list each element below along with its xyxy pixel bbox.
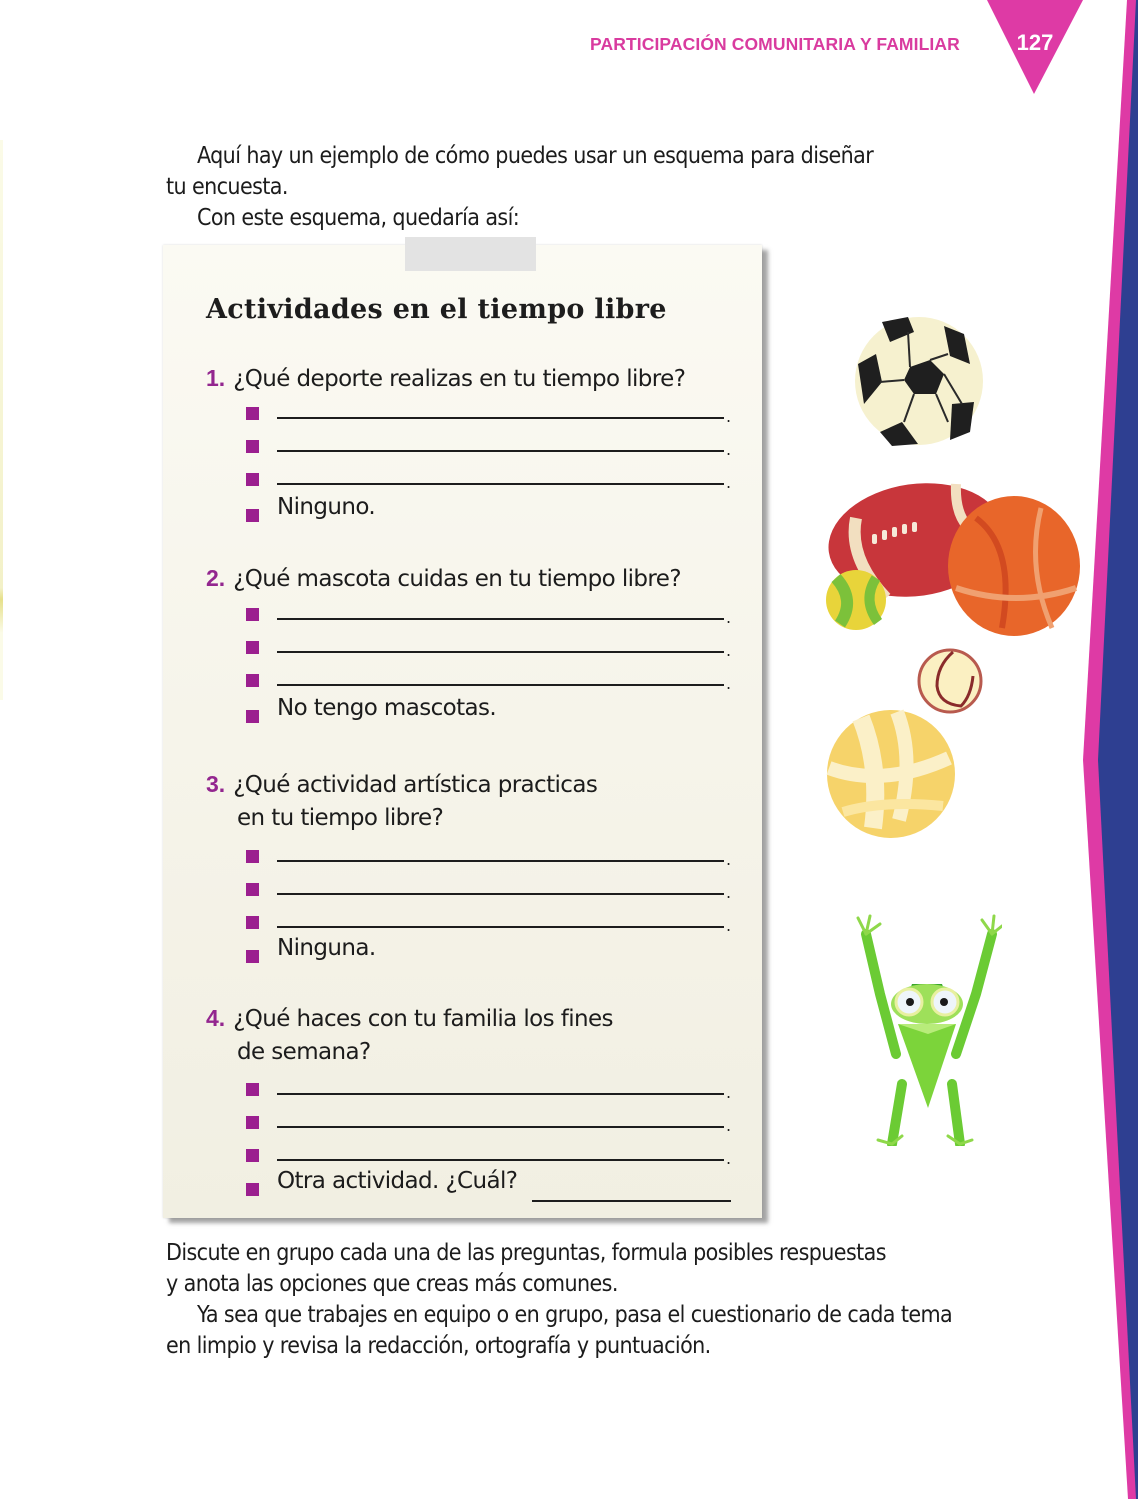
left-edge-decoration	[0, 140, 3, 700]
closing-paragraph	[166, 1238, 952, 1362]
bullet-square-icon	[246, 473, 259, 486]
answer-blank[interactable]: .	[246, 874, 736, 907]
bullet-square-icon	[246, 850, 259, 863]
bullet-square-icon	[246, 950, 259, 963]
question-number: 1.	[206, 365, 226, 391]
blank-line[interactable]	[277, 860, 724, 862]
blank-line[interactable]	[277, 893, 724, 895]
blank-line[interactable]	[277, 651, 724, 653]
question-4	[206, 1002, 613, 1069]
blank-line[interactable]	[277, 483, 724, 485]
frog-icon	[852, 914, 1002, 1146]
side-band-decoration	[1078, 0, 1138, 1499]
blank-line[interactable]	[277, 618, 724, 620]
survey-title: Actividades en el tiempo libre	[206, 294, 667, 325]
bullet-square-icon	[246, 608, 259, 621]
page-number: 127	[1016, 30, 1054, 55]
answer-blank[interactable]: .	[246, 907, 736, 940]
tape-strip	[405, 237, 536, 271]
blank-line[interactable]	[277, 1126, 724, 1128]
bullet-square-icon	[246, 1149, 259, 1162]
bullet-square-icon	[246, 509, 259, 522]
bullet-square-icon	[246, 440, 259, 453]
bullet-square-icon	[246, 883, 259, 896]
intro-line-1: Aquí hay un ejemplo de cómo puedes usar un esquema para diseñar	[197, 143, 874, 169]
answer-blank[interactable]: .	[246, 1140, 736, 1173]
answer-blank[interactable]: .	[246, 431, 736, 464]
question-text: ¿Qué actividad artística practicas	[233, 772, 598, 798]
closing-line-4: en limpio y revisa la redacción, ortografía y puntuación.	[166, 1333, 711, 1359]
question-text: ¿Qué deporte realizas en tu tiempo libre?	[233, 366, 686, 392]
answer-blank[interactable]: .	[246, 599, 736, 632]
answer-blank[interactable]: .	[246, 632, 736, 665]
answer-option-none: Ninguno.	[246, 500, 736, 533]
bullet-square-icon	[246, 1183, 259, 1196]
answer-blank[interactable]: .	[246, 841, 736, 874]
question-number: 2.	[206, 565, 226, 591]
blank-line[interactable]	[277, 1093, 724, 1095]
bullet-square-icon	[246, 641, 259, 654]
answer-blank[interactable]: .	[246, 464, 736, 497]
question-text-cont: de semana?	[237, 1039, 371, 1065]
bullet-square-icon	[246, 916, 259, 929]
question-text: ¿Qué haces con tu familia los fines	[233, 1006, 613, 1032]
answer-option-other: Otra actividad. ¿Cuál?	[246, 1174, 736, 1207]
question-number: 4.	[206, 1005, 226, 1031]
answer-option-none: Ninguna.	[246, 941, 736, 974]
section-title: PARTICIPACIÓN COMUNITARIA Y FAMILIAR	[590, 34, 960, 54]
other-blank-line[interactable]	[532, 1200, 731, 1202]
answer-blank[interactable]: .	[246, 1074, 736, 1107]
intro-line-2: tu encuesta.	[166, 174, 288, 200]
answer-blank[interactable]: .	[246, 665, 736, 698]
blank-line[interactable]	[277, 684, 724, 686]
volleyball-icon	[823, 708, 961, 840]
blank-line[interactable]	[277, 450, 724, 452]
intro-line-3: Con este esquema, quedaría así:	[197, 205, 520, 231]
intro-paragraph	[166, 141, 873, 234]
bullet-square-icon	[246, 407, 259, 420]
bullet-square-icon	[246, 1083, 259, 1096]
question-2	[206, 562, 681, 596]
bullet-square-icon	[246, 710, 259, 723]
closing-line-1: Discute en grupo cada una de las preguntas, formula posibles respuestas	[166, 1240, 886, 1266]
question-text: ¿Qué mascota cuidas en tu tiempo libre?	[233, 566, 681, 592]
blank-line[interactable]	[277, 417, 724, 419]
bullet-square-icon	[246, 674, 259, 687]
blank-line[interactable]	[277, 926, 724, 928]
closing-line-3: Ya sea que trabajes en equipo o en grupo, pasa el cuestionario de cada tema	[197, 1302, 953, 1328]
answer-blank[interactable]: .	[246, 398, 736, 431]
question-text-cont: en tu tiempo libre?	[237, 805, 444, 831]
baseball-icon	[915, 646, 985, 716]
closing-line-2: y anota las opciones que creas más comunes.	[166, 1271, 618, 1297]
answer-blank[interactable]: .	[246, 1107, 736, 1140]
blank-line[interactable]	[277, 1159, 724, 1161]
soccer-ball-icon	[852, 312, 986, 450]
question-1	[206, 362, 685, 396]
answer-option-none: No tengo mascotas.	[246, 701, 736, 734]
question-number: 3.	[206, 771, 226, 797]
bullet-square-icon	[246, 1116, 259, 1129]
question-3	[206, 768, 597, 835]
sports-balls-group-icon	[826, 478, 1082, 638]
